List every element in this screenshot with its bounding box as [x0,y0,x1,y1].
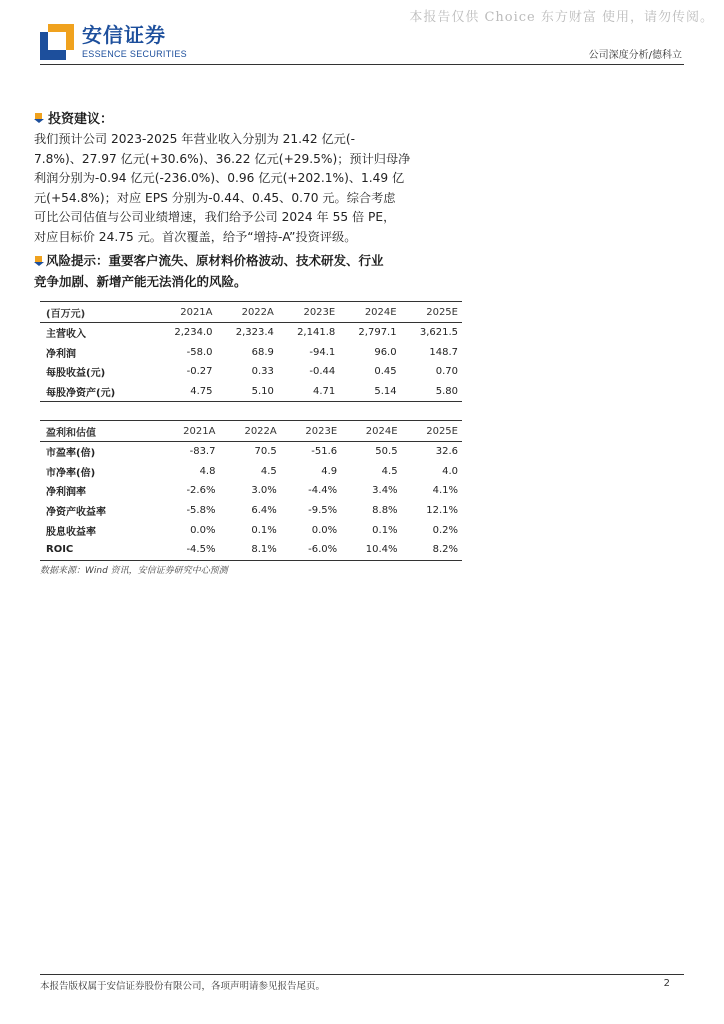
table-header-cell: 2023E [278,302,339,323]
table-cell: 96.0 [374,346,397,358]
table-cell: -0.44 [309,366,336,378]
table-cell: -6.0% [281,540,341,560]
table-cell: 3.0% [251,485,277,497]
investment-line: 元(+54.8%)；对应 EPS 分别为-0.44、0.45、0.70 元。综合考虑 [34,190,396,205]
table-cell: 4.5 [381,465,398,477]
table-cell: 50.5 [375,446,398,458]
table-row [40,540,462,560]
table-cell: -83.7 [189,446,216,458]
table-cell: 4.71 [278,382,339,402]
footer-disclaimer: 本报告版权属于安信证券股份有限公司，各项声明请参见报告尾页。 [40,981,326,992]
row-label: 净利润率 [46,487,86,499]
investment-heading [34,108,113,127]
table-cell: 6.4% [251,505,277,517]
table-row [40,362,462,382]
table-cell: 0.70 [435,366,458,378]
table-cell: 3,621.5 [419,327,458,339]
row-label: ROIC [40,540,158,560]
table-header-row [40,302,462,323]
investment-line: 可比公司估值与公司业绩增速，我们给予公司 2024 年 55 倍 PE， [34,210,396,225]
table-cell: 32.6 [435,446,458,458]
table-row [40,323,462,343]
table-header-cell: 2022A [217,302,278,323]
table-cell: 8.2% [402,540,462,560]
table-header-cell: 2022A [219,421,280,442]
investment-heading-text: 投资建议： [48,112,114,127]
risk-line: 竞争加剧、新增产能无法消化的风险。 [34,274,247,289]
table-row [40,501,462,521]
header-divider [40,64,684,65]
table-cell: 3.4% [372,485,398,497]
table-cell: 10.4% [341,540,401,560]
table-cell: 4.8 [199,465,216,477]
logo-cn-text: 安信证券 [82,23,166,47]
table-cell: 4.5 [260,465,277,477]
table-cell: 0.0% [190,524,216,536]
valuation-table [40,421,462,561]
table-cell: 70.5 [254,446,277,458]
table-cell: 0.33 [251,366,274,378]
row-label: 每股收益(元) [46,368,106,380]
bullet-icon [34,256,44,266]
investment-paragraph [34,130,444,248]
row-label: 主营收入 [46,329,86,341]
table-cell: 0.1% [372,524,398,536]
table-row [40,520,462,540]
table-cell: -4.5% [158,540,219,560]
table-cell: -51.6 [311,446,338,458]
table-header-cell: 2021A [155,302,216,323]
table-header-row [40,421,462,442]
table-header-cell: 2025E [402,421,462,442]
row-label: 市盈率(倍) [46,448,96,460]
logo-en-text: ESSENCE SECURITIES [82,49,187,59]
table-cell: -4.4% [308,485,338,497]
risk-line [34,250,446,271]
table-row [40,343,462,363]
investment-line: 我们预计公司 2023-2025 年营业收入分别为 21.42 亿元(- [34,132,355,146]
table-cell: 2,141.8 [297,327,336,339]
table-cell: 4.1% [432,485,458,497]
risk-warning [34,250,446,292]
investment-line: 对应目标价 24.75 元。首次覆盖，给予“增持-A”投资评级。 [34,229,357,244]
risk-line-text: 风险提示：重要客户流失、原材料价格波动、技术研发、行业 [46,253,384,268]
table-row [40,462,462,482]
table-cell: 4.0 [442,465,458,477]
table-row [40,442,462,462]
table-cell: 4.75 [155,382,216,402]
table-cell: 0.45 [374,366,397,378]
table-header-cell: 2023E [281,421,341,442]
row-label: 每股净资产(元) [40,382,155,402]
table-row [40,481,462,501]
page-number: 2 [663,978,670,989]
table-cell: 5.80 [401,382,462,402]
table-cell: 5.10 [217,382,278,402]
table-cell: 2,797.1 [358,327,397,339]
table-cell: 0.0% [311,524,338,536]
table-header-cell: 盈利和估值 [40,421,158,442]
bullet-icon [34,113,44,123]
footer-divider [40,974,684,975]
table-cell: -94.1 [309,346,336,358]
table-cell: 2,323.4 [235,327,274,339]
investment-line: 利润分别为-0.94 亿元(-236.0%)、0.96 亿元(+202.1%)、1.49 亿 [34,171,405,186]
table-header-cell: 2025E [401,302,462,323]
data-source-note: 数据来源：Wind 资讯，安信证券研究中心预测 [40,566,228,576]
table-cell: 68.9 [251,346,274,358]
table-header-cell: 2024E [339,302,400,323]
company-logo [40,24,187,60]
financial-summary-table [40,302,462,402]
table-header-cell: 2021A [158,421,219,442]
table-cell: 0.2% [432,524,458,536]
table-cell: 12.1% [426,505,458,517]
table-cell: -9.5% [308,505,338,517]
table-cell: 5.14 [339,382,400,402]
table-cell: 8.8% [372,505,398,517]
row-label: 净资产收益率 [46,507,106,519]
table-cell: 148.7 [429,346,458,358]
table-cell: -5.8% [186,505,216,517]
table-cell: -2.6% [186,485,216,497]
table-cell: -58.0 [186,346,213,358]
table-cell: 2,234.0 [174,327,213,339]
investment-line: 7.8%)、27.97 亿元(+30.6%)、36.22 亿元(+29.5%)；预计归母净 [34,151,411,166]
table-cell: 8.1% [219,540,280,560]
table-cell: -0.27 [186,366,213,378]
logo-icon [40,24,74,60]
watermark: 本报告仅供 Choice 东方财富 使用，请勿传阅。 [409,10,714,25]
row-label: 净利润 [46,348,76,360]
table-header-cell: 2024E [341,421,401,442]
table-cell: 4.9 [321,465,338,477]
table-header-cell: (百万元) [40,302,155,323]
table-row [40,382,462,402]
table-cell: 0.1% [251,524,277,536]
row-label: 市净率(倍) [46,467,96,479]
report-category: 公司深度分析/德科立 [588,50,682,61]
row-label: 股息收益率 [46,526,96,538]
